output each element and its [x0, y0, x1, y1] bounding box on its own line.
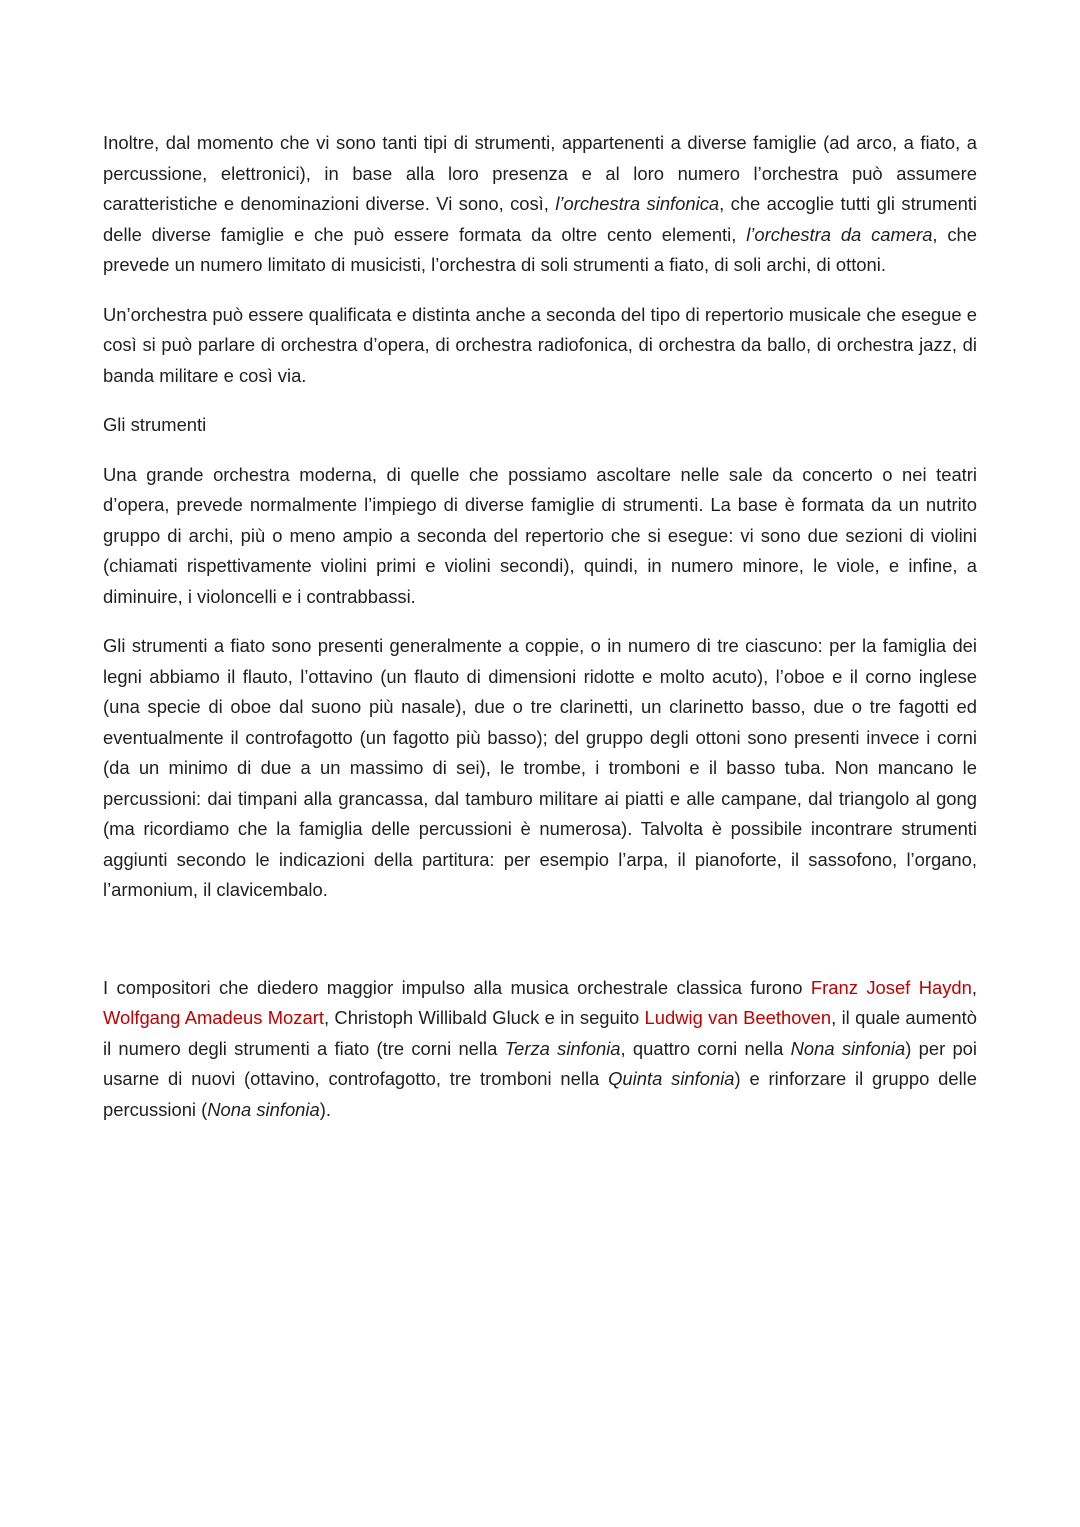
term-orchestra-da-camera: l’orchestra da camera: [746, 223, 933, 245]
term-terza-sinfonia: Terza sinfonia: [504, 1037, 621, 1059]
paragraph-repertoire: Un’orchestra può essere qualificata e distinta anche a seconda del tipo di repertorio musicale che esegue e così si può parlare di orchestra d’opera, di orchestra radiofonica, di orchestra da ballo, di orchestra jazz, di banda militare e così via.: [103, 303, 977, 386]
text-span: ) e rinforzare il gruppo delle percussioni (: [103, 1068, 977, 1120]
text-span: ).: [319, 1098, 331, 1120]
text-span: , quattro corni nella: [620, 1037, 791, 1059]
text-span: ) per poi usarne di nuovi (ottavino, controfagotto, tre tromboni nella: [103, 1037, 977, 1089]
link-haydn[interactable]: Franz Josef Haydn: [810, 976, 972, 998]
text-span: I compositori che diedero maggior impulso alla musica orchestrale classica furono: [103, 976, 811, 998]
text-span: , Christoph Willibald Gluck e in seguito: [323, 1007, 645, 1028]
term-quinta-sinfonia: Quinta sinfonia: [608, 1068, 735, 1089]
term-nona-sinfonia: Nona sinfonia: [207, 1098, 320, 1120]
paragraph-strings: Una grande orchestra moderna, di quelle che possiamo ascoltare nelle sale da concerto o nei teatri d’opera, prevede normalmente l’impiego di diverse famiglie di strumenti. La base è formata da un nutrito gruppo di archi, più o meno ampio a seconda del repertorio che si esegue: vi sono due sezioni di violini (chiamati rispettivamente violini primi e violini secondi), quindi, in numero minore, le viole, e infine, a diminuire, i violoncelli e i contrabbassi.: [103, 463, 977, 607]
section-heading: Gli strumenti: [103, 414, 207, 435]
text-span: Inoltre, dal momento che vi sono tanti tipi di strumenti, appartenenti a diverse famiglie (ad arco, a fiato, a percussione, elettronici), in base alla loro presenza e al loro numero l’orchestra può assumere caratteristiche e denominazioni diverse. Vi sono, così,: [103, 132, 977, 214]
text-span: , che accoglie tutti gli strumenti delle diverse famiglie e che può essere formata da oltre cento elementi,: [103, 193, 978, 245]
term-orchestra-sinfonica: l’orchestra sinfonica: [555, 193, 720, 214]
text-span: , che prevede un numero limitato di musicisti, l’orchestra di soli strumenti a fiato, di soli archi, di ottoni.: [103, 223, 977, 275]
paragraph-composers: [103, 973, 977, 1126]
document-page: [103, 128, 977, 1125]
paragraph-winds-percussion: Gli strumenti a fiato sono presenti generalmente a coppie, o in numero di tre ciascuno: per la famiglia dei legni abbiamo il flauto, l’ottavino (un flauto di dimensioni ridotte e molto acuto), l’oboe e il corno inglese (una specie di oboe dal suono più nasale), due o tre clarinetti, un clarinetto basso, due o tre fagotti ed eventualmente il controfagotto (un fagotto più basso); del gruppo degli ottoni sono presenti invece i corni (da un minimo di due a un massimo di sei), le trombe, i tromboni e il basso tuba. Non mancano le percussioni: dai timpani alla grancassa, dal tamburo militare ai piatti e alle campane, dal triangolo al gong (ma ricordiamo che la famiglia delle percussioni è numerosa). Talvolta è possibile incontrare strumenti aggiunti secondo le indicazioni della partitura: per esempio l’arpa, il pianoforte, il sassofono, l’organo, l’armonium, il clavicembalo.: [103, 635, 977, 900]
term-nona-sinfonia: Nona sinfonia: [790, 1037, 906, 1059]
text-span: , il quale aumentò il numero degli strumenti a fiato (tre corni nella: [103, 1007, 977, 1059]
link-beethoven[interactable]: Ludwig van Beethoven: [644, 1007, 832, 1028]
paragraph-orchestra-types: [103, 128, 977, 281]
link-mozart[interactable]: Wolfgang Amadeus Mozart: [103, 1007, 324, 1028]
text-span: ,: [971, 976, 977, 998]
